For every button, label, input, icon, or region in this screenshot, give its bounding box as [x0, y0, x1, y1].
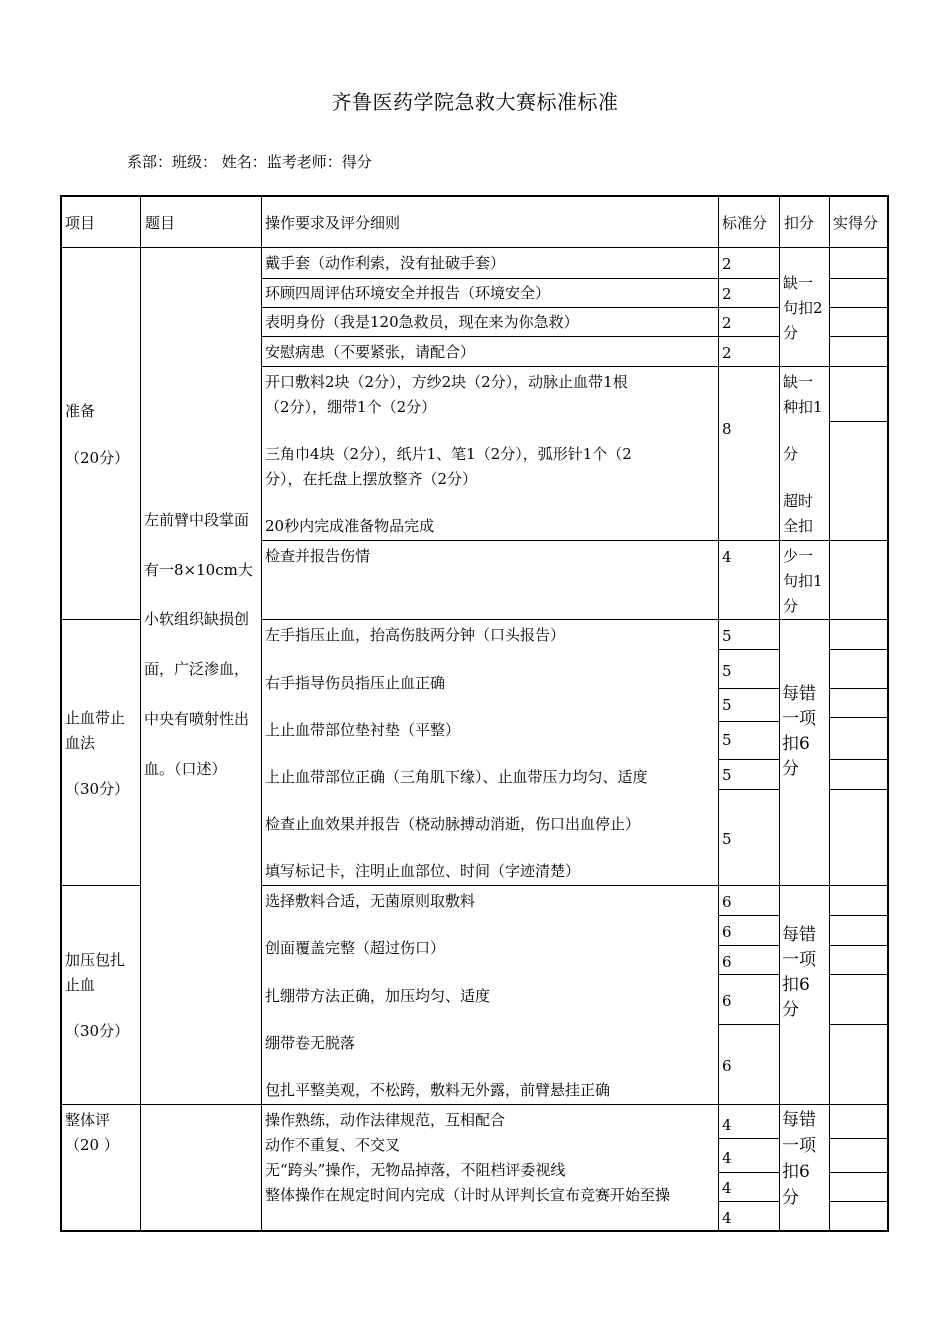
- overall-deduction: 扣6: [782, 1162, 810, 1182]
- tourniquet-deduction: 每错: [782, 684, 816, 704]
- tourniquet-item: 右手指导伤员指压止血正确: [265, 674, 446, 692]
- project-prep-name: 准备: [65, 402, 96, 420]
- tourniquet-item-score: 5: [722, 830, 732, 848]
- overall-item: 动作不重复、不交叉: [265, 1136, 401, 1154]
- prep-item-score: 2: [722, 285, 732, 303]
- pressure-item: 扎绷带方法正确，加压均匀、适度: [265, 987, 491, 1005]
- tourniquet-item: 检查止血效果并报告（桡动脉搏动消逝，伤口出血停止）: [265, 815, 641, 833]
- info-line: 系部：班级： 姓名：监考老师：得分: [127, 153, 372, 171]
- prep-materials-line: 20秒内完成准备物品完成: [265, 517, 435, 535]
- topic-line: 小软组织缺损创: [144, 610, 250, 628]
- prep-materials-score: 8: [722, 420, 732, 438]
- prep-check-score: 4: [722, 548, 732, 566]
- header-topic: 题目: [145, 214, 176, 232]
- project-tourniquet-points: （30分）: [65, 780, 130, 798]
- topic-line: 血。（口述）: [144, 760, 227, 778]
- tourniquet-deduction: 分: [782, 759, 799, 779]
- header-standard-score: 标准分: [722, 214, 768, 232]
- prep-item-score: 2: [722, 314, 732, 332]
- pressure-item-score: 6: [722, 1057, 732, 1075]
- tourniquet-item-score: 5: [722, 731, 732, 749]
- overall-item-score: 4: [722, 1209, 732, 1227]
- pressure-item-score: 6: [722, 893, 732, 911]
- overall-item-score: 4: [722, 1149, 732, 1167]
- project-tourniquet-name-1: 止血带止: [65, 709, 126, 727]
- overall-item: 操作熟练，动作法律规范，互相配合: [265, 1111, 506, 1129]
- prep-deduction-b: 分: [783, 445, 799, 463]
- tourniquet-deduction: 一项: [782, 709, 816, 729]
- tourniquet-item-score: 5: [722, 662, 732, 680]
- header-requirements: 操作要求及评分细则: [265, 214, 401, 232]
- overall-item-score: 4: [722, 1116, 732, 1134]
- tourniquet-item: 上止血带部位正确（三角肌下缘）、止血带压力均匀、适度: [265, 768, 648, 786]
- prep-deduction-a: 句扣2: [783, 299, 823, 317]
- pressure-item: 创面覆盖完整（超过伤口）: [265, 939, 446, 957]
- project-pressure-name-2: 止血: [65, 976, 96, 994]
- prep-deduction-b: 缺一: [783, 373, 814, 391]
- project-overall-points: （20 ）: [65, 1136, 119, 1154]
- prep-item: 环顾四周评估环境安全并报告（环境安全）: [265, 284, 551, 302]
- header-project: 项目: [65, 214, 96, 232]
- pressure-deduction: 分: [782, 1000, 799, 1020]
- tourniquet-item: 填写标记卡，注明止血部位、时间（字迹清楚）: [265, 862, 581, 880]
- project-tourniquet-name-2: 血法: [65, 734, 96, 752]
- pressure-deduction: 每错: [782, 925, 816, 945]
- topic-line: 左前臂中段掌面: [144, 511, 250, 529]
- pressure-item: 包扎平整美观，不松跨，敷料无外露，前臂悬挂正确: [265, 1081, 611, 1099]
- prep-materials-line: 开口敷料2块（2分），方纱2块（2分），动脉止血带1根: [265, 373, 628, 391]
- overall-item: 无“跨头”操作，无物品掉落，不阻档评委视线: [265, 1161, 566, 1179]
- topic-line: 面，广泛渗血，: [144, 660, 250, 678]
- prep-deduction-a: 缺一: [783, 274, 814, 292]
- overall-item: 整体操作在规定时间内完成（计时从评判长宣布竞赛开始至操: [265, 1186, 671, 1204]
- pressure-deduction: 扣6: [782, 975, 810, 995]
- overall-deduction: 一项: [782, 1136, 816, 1156]
- header-deduction: 扣分: [784, 214, 815, 232]
- pressure-item-score: 6: [722, 953, 732, 971]
- document-title: 齐鲁医药学院急救大赛标准标准: [331, 90, 619, 114]
- prep-item-score: 2: [722, 255, 732, 273]
- prep-deduction-b: 超时: [783, 492, 814, 510]
- tourniquet-item-score: 5: [722, 627, 732, 645]
- prep-deduction-c: 分: [783, 597, 799, 615]
- tourniquet-item-score: 5: [722, 696, 732, 714]
- prep-materials-line: （2分），绷带1个（2分）: [265, 398, 437, 416]
- overall-item-score: 4: [722, 1179, 732, 1197]
- header-actual-score: 实得分: [833, 214, 879, 232]
- prep-deduction-c: 句扣1: [783, 572, 823, 590]
- prep-deduction-b: 全扣: [783, 517, 814, 535]
- prep-item: 安慰病患（不要紧张，请配合）: [265, 343, 476, 361]
- pressure-deduction: 一项: [782, 950, 816, 970]
- pressure-item: 选择敷料合适，无菌原则取敷料: [265, 892, 476, 910]
- prep-item: 表明身份（我是120急救员，现在来为你急救）: [265, 313, 579, 331]
- project-overall-name: 整体评: [65, 1111, 111, 1129]
- prep-materials-line: 三角巾4块（2分），纸片1、笔1（2分），弧形针1个（2: [265, 445, 632, 463]
- prep-materials-line: 分），在托盘上摆放整齐（2分）: [265, 470, 478, 488]
- prep-check: 检查并报告伤情: [265, 547, 371, 565]
- prep-deduction-a: 分: [783, 324, 799, 342]
- tourniquet-item: 左手指压止血，抬高伤肢两分钟（口头报告）: [265, 626, 566, 644]
- pressure-item: 绷带卷无脱落: [265, 1034, 356, 1052]
- prep-deduction-b: 种扣1: [783, 398, 823, 416]
- project-pressure-points: （30分）: [65, 1022, 130, 1040]
- pressure-item-score: 6: [722, 992, 732, 1010]
- tourniquet-item-score: 5: [722, 766, 732, 784]
- overall-deduction: 分: [782, 1188, 799, 1208]
- overall-deduction: 每错: [782, 1110, 816, 1130]
- prep-deduction-c: 少一: [783, 547, 814, 565]
- project-pressure-name-1: 加压包扎: [65, 951, 126, 969]
- topic-line: 有一8×10cm大: [144, 561, 253, 579]
- project-prep-points: （20分）: [65, 449, 130, 467]
- prep-item: 戴手套（动作利索，没有扯破手套）: [265, 254, 506, 272]
- topic-line: 中央有喷射性出: [144, 710, 250, 728]
- tourniquet-deduction: 扣6: [782, 734, 810, 754]
- tourniquet-item: 上止血带部位垫衬垫（平整）: [265, 721, 461, 739]
- prep-item-score: 2: [722, 344, 732, 362]
- pressure-item-score: 6: [722, 923, 732, 941]
